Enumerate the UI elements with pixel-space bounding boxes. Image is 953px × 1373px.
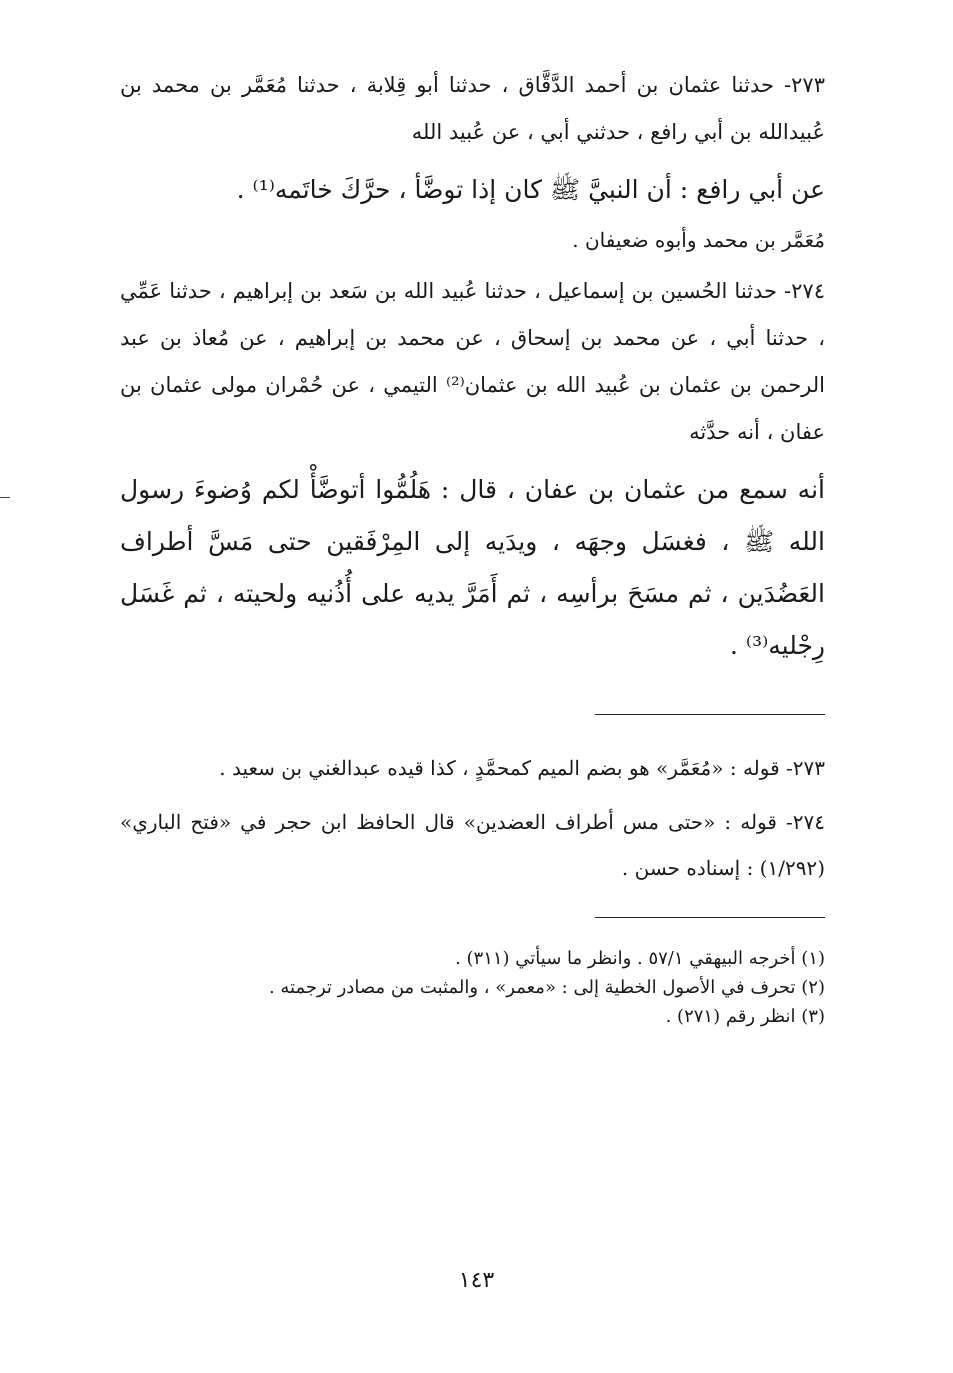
commentary-273: ٢٧٣- قوله : «مُعَمَّر» هو بضم الميم كمحمَّدٍ ، كذا قيده عبدالغني بن سعيد . (219, 756, 825, 780)
page-number: ١٤٣ (458, 1268, 495, 1293)
footnote-2: (٢) تحرف في الأصول الخطية إلى : «معمر» ، والمثبت من مصادر ترجمته . (268, 977, 825, 998)
footnotes (120, 944, 825, 1031)
page-body (120, 62, 825, 1031)
commentary-divider (595, 714, 825, 715)
hadith-273-matn: عن أبي رافع : أن النبيَّ ﷺ كان إذا توضَّأ ، حرَّكَ خاتَمه⁽¹⁾ . (236, 175, 825, 204)
footnote-1: (١) أخرجه البيهقي ٥٧/١ . وانظر ما سيأتي (٣١١) . (455, 948, 825, 969)
hadith-273-isnad: ٢٧٣- حدثنا عثمان بن أحمد الدَّقَّاق ، حدثنا أبو قِلابة ، حدثنا مُعَمَّر بن محمد بن عُبيدالله بن أبي رافع ، حدثني أبي ، عن عُبيد الله (120, 73, 825, 144)
hadith-274-isnad: ٢٧٤- حدثنا الحُسين بن إسماعيل ، حدثنا عُبيد الله بن سَعد بن إبراهيم ، حدثنا عَمِّي ، حدثنا أبي ، عن محمد بن إسحاق ، عن محمد بن إبراهيم ، عن مُعاذ بن عبد الرحمن بن عثمان بن عُبيد الله بن عثمان⁽²⁾ التيمي ، عن حُمْران مولى عثمان بن عفان ، أنه حدَّثه (120, 279, 825, 444)
footnote-divider (595, 917, 825, 918)
commentary-274: ٢٧٤- قوله : «حتى مس أطراف العضدين» قال الحافظ ابن حجر في «فتح الباري» (١/٢٩٢) : إسناده حسن . (120, 810, 825, 880)
hadith-273-note: مُعَمَّر بن محمد وأبوه ضعيفان . (572, 228, 825, 252)
footnote-3: (٣) انظر رقم (٢٧١) . (665, 1006, 825, 1027)
margin-mark (0, 497, 10, 498)
hadith-274-matn: أنه سمع من عثمان بن عفان ، قال : هَلُمُّوا أتوضَّأْ لكم وُضوءَ رسول الله ﷺ ، فغسَل وجهَه ، ويدَيه إلى المِرْفَقين حتى مَسَّ أطراف العَضُدَين ، ثم مسَحَ برأسِه ، ثم أَمَرَّ يديه على أُذُنيه ولحيته ، ثم غَسَل رِجْليه⁽³⁾ . (120, 475, 825, 660)
